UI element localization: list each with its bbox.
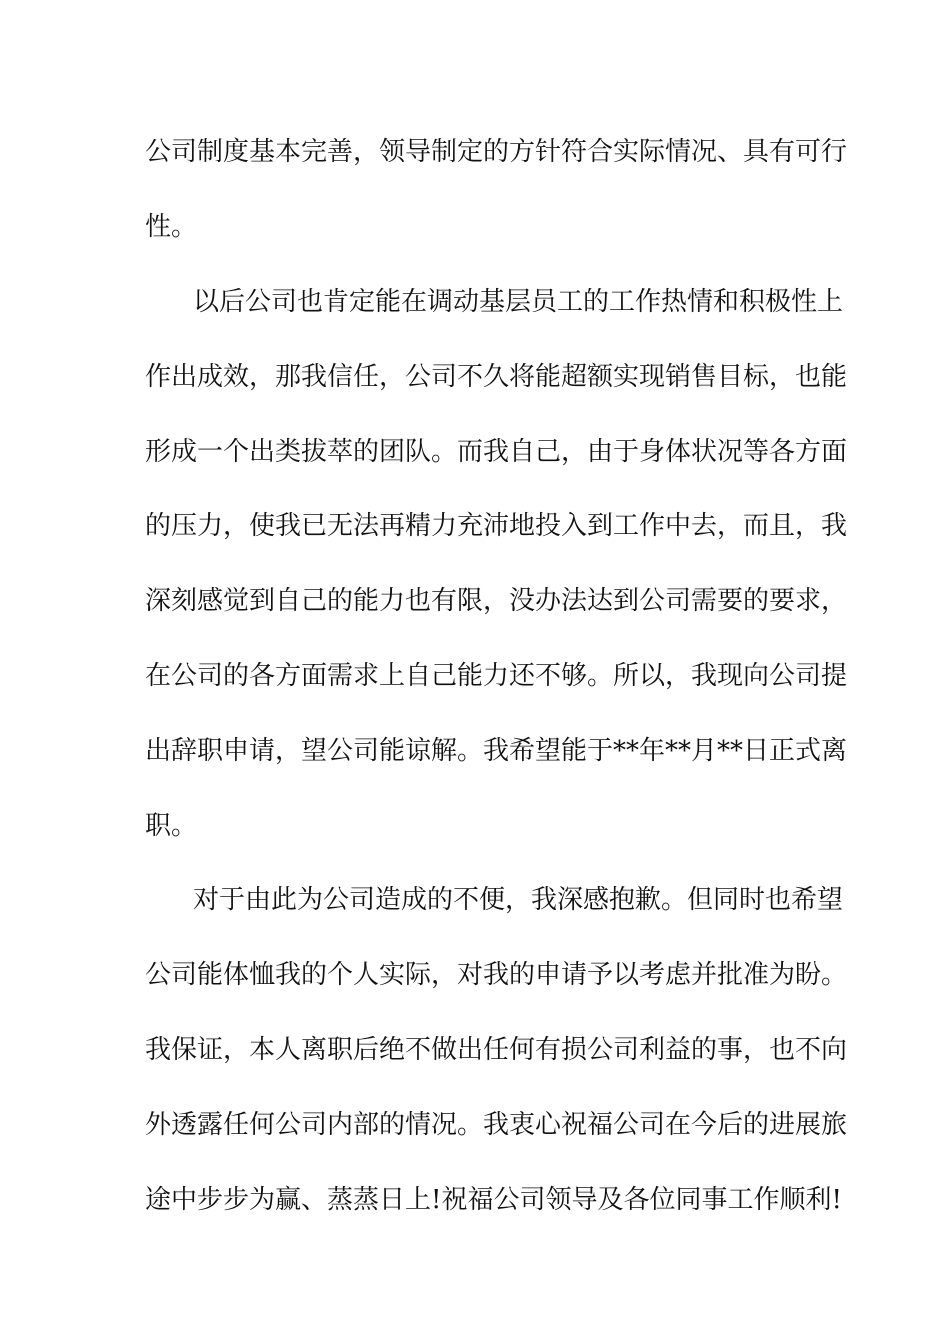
text-line: 我保证，本人离职后绝不做出任何有损公司利益的事，也不向 [145, 1035, 848, 1065]
text-line: 以后公司也肯定能在调动基层员工的工作热情和积极性上 [193, 287, 844, 317]
text-line: 外透露任何公司内部的情况。我衷心祝福公司在今后的进展旅 [145, 1110, 848, 1140]
text-line: 途中步步为赢、蒸蒸日上!祝福公司领导及各位同事工作顺利! [145, 1185, 842, 1215]
text-line: 形成一个出类拔萃的团队。而我自己，由于身体状况等各方面 [145, 437, 848, 467]
text-line: 职。 [145, 811, 198, 841]
text-line: 公司制度基本完善，领导制定的方针符合实际情况、具有可行 [145, 137, 848, 167]
text-line: 在公司的各方面需求上自己能力还不够。所以，我现向公司提 [145, 661, 848, 691]
text-line: 深刻感觉到自己的能力也有限，没办法达到公司需要的要求， [145, 586, 848, 616]
text-line: 性。 [145, 212, 198, 242]
text-line: 公司能体恤我的个人实际，对我的申请予以考虑并批准为盼。 [145, 960, 848, 990]
text-line: 对于由此为公司造成的不便，我深感抱歉。但同时也希望 [193, 885, 844, 915]
text-line: 出辞职申请，望公司能谅解。我希望能于**年**月**日正式离 [145, 736, 848, 766]
text-line: 的压力，使我已无法再精力充沛地投入到工作中去，而且，我 [145, 511, 848, 541]
text-line: 作出成效，那我信任，公司不久将能超额实现销售目标，也能 [145, 362, 848, 392]
